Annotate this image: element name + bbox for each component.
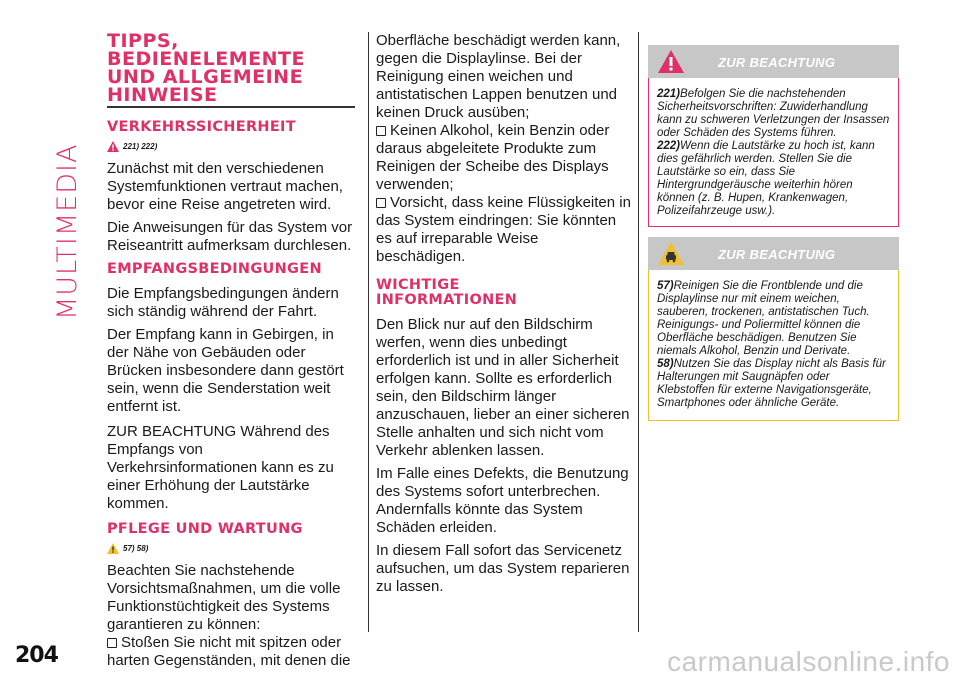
section-side-label: MULTIMEDIA [52, 143, 83, 320]
page-number: 204 [15, 643, 58, 668]
caution-triangle-icon [107, 543, 119, 554]
column-1 [107, 32, 357, 670]
column-divider [368, 32, 369, 632]
note-body [649, 78, 898, 226]
heading-wichtige-informationen: WICHTIGE INFORMATIONEN [376, 277, 518, 308]
paragraph: Beachten Sie nachstehende Vorsichtsmaßnahmen, um die volle Funktionstüchtigkeit des Systems garantieren zu können: [107, 562, 341, 633]
warning-reference [107, 141, 357, 152]
page-title: TIPPS, BEDIENELEMENTE UND ALLGEMEINE HINWEISE [107, 30, 305, 106]
note-item: 221)Befolgen Sie die nachstehenden Sicherheitsvorschriften: Zuwiderhandlung kann zu schweren Verletzungen der Insassen oder Schäden des Systems führen. [657, 88, 890, 139]
warning-note-box [648, 45, 899, 227]
reference-numbers: 57) 58) [123, 544, 149, 553]
reference-numbers: 221) 222) [123, 142, 158, 151]
note-title: ZUR BEACHTUNG [718, 247, 836, 262]
heading-verkehrssicherheit: VERKEHRSSICHERHEIT [107, 119, 296, 135]
paragraph: In diesem Fall sofort das Servicenetz aufsuchen, um das System reparieren zu lassen. [376, 542, 630, 595]
paragraph: Die Empfangsbedingungen ändern sich ständig während der Fahrt. [107, 285, 339, 320]
bullet-item: Stoßen Sie nicht mit spitzen oder harten Gegenständen, mit denen die [107, 634, 351, 669]
note-header [648, 45, 899, 78]
paragraph: Im Falle eines Defekts, die Benutzung des Systems sofort unterbrechen. Andernfalls könnte das System Schäden erleiden. [376, 465, 629, 536]
heading-pflege-und-wartung: PFLEGE UND WARTUNG [107, 521, 303, 537]
paragraph: Den Blick nur auf den Bildschirm werfen, wenn dies unbedingt erforderlich ist und in aller Sicherheit erfolgen kann. Sollte es erforderlich sein, den Bildschirm länger anzuschauen, lieber an einer sicheren Stelle anhalten und sich nicht vom Verkehr ablenken lassen. [376, 316, 630, 459]
paragraph: ZUR BEACHTUNG Während des Empfangs von Verkehrsinformationen kann es zu einer Erhöhung der Lautstärke kommen. [107, 423, 334, 512]
title-rule [107, 106, 355, 108]
bullet-item: Vorsicht, dass keine Flüssigkeiten in das System eindringen: Sie könnten es auf irreparable Weise beschädigen. [376, 194, 631, 265]
note-item: 58)Nutzen Sie das Display nicht als Basis für Halterungen mit Saugnäpfen oder Klebstoffen für externe Navigationsgeräte, Smartphones oder ähnliche Geräte. [657, 358, 886, 409]
caution-reference [107, 543, 357, 554]
bullet-item: Keinen Alkohol, kein Benzin oder daraus abgeleitete Produkte zum Reinigen der Scheibe des Displays verwenden; [376, 122, 610, 193]
warning-triangle-icon [658, 50, 684, 73]
paragraph: Die Anweisungen für das System vor Reiseantritt aufmerksam durchlesen. [107, 219, 353, 254]
note-item: 222)Wenn die Lautstärke zu hoch ist, kann dies gefährlich werden. Stellen Sie die Lautstärke so ein, dass Sie Hintergrundgeräusche weiterhin hören können (z. B. Hupen, Krankenwagen, Polizeifahrzeuge usw.). [657, 140, 875, 217]
bullet-box-icon [107, 638, 117, 648]
column-3 [648, 45, 899, 421]
paragraph: Oberfläche beschädigt werden kann, gegen die Displaylinse. Bei der Reinigung einen weichen und antistatischen Lappen benutzen und keinen Druck ausüben; [376, 32, 621, 121]
note-body [649, 270, 898, 420]
warning-triangle-icon [107, 141, 119, 152]
caution-note-box [648, 237, 899, 421]
note-header [648, 237, 899, 270]
paragraph: Der Empfang kann in Gebirgen, in der Nähe von Gebäuden oder Brücken insbesondere dann gestört sein, wenn die Senderstation weit entfernt ist. [107, 326, 344, 415]
paragraph: Zunächst mit den verschiedenen Systemfunktionen vertraut machen, bevor eine Reise angetreten wird. [107, 160, 343, 213]
bullet-box-icon [376, 126, 386, 136]
note-item: 57)Reinigen Sie die Frontblende und die Displaylinse nur mit einem weichen, sauberen, trockenen, antistatischen Tuch. Reinigungs- und Poliermittel können die Oberfläche beschädigen. Benutzen Sie niemals Alkohol, Benzin und Derivate. [657, 280, 870, 357]
note-title: ZUR BEACHTUNG [718, 55, 836, 70]
column-divider [638, 32, 639, 632]
column-2 [376, 32, 631, 596]
watermark: carmanualsonline.info [667, 646, 950, 677]
bullet-box-icon [376, 198, 386, 208]
car-caution-triangle-icon [658, 242, 684, 265]
heading-empfangsbedingungen: EMPFANGSBEDINGUNGEN [107, 261, 322, 277]
